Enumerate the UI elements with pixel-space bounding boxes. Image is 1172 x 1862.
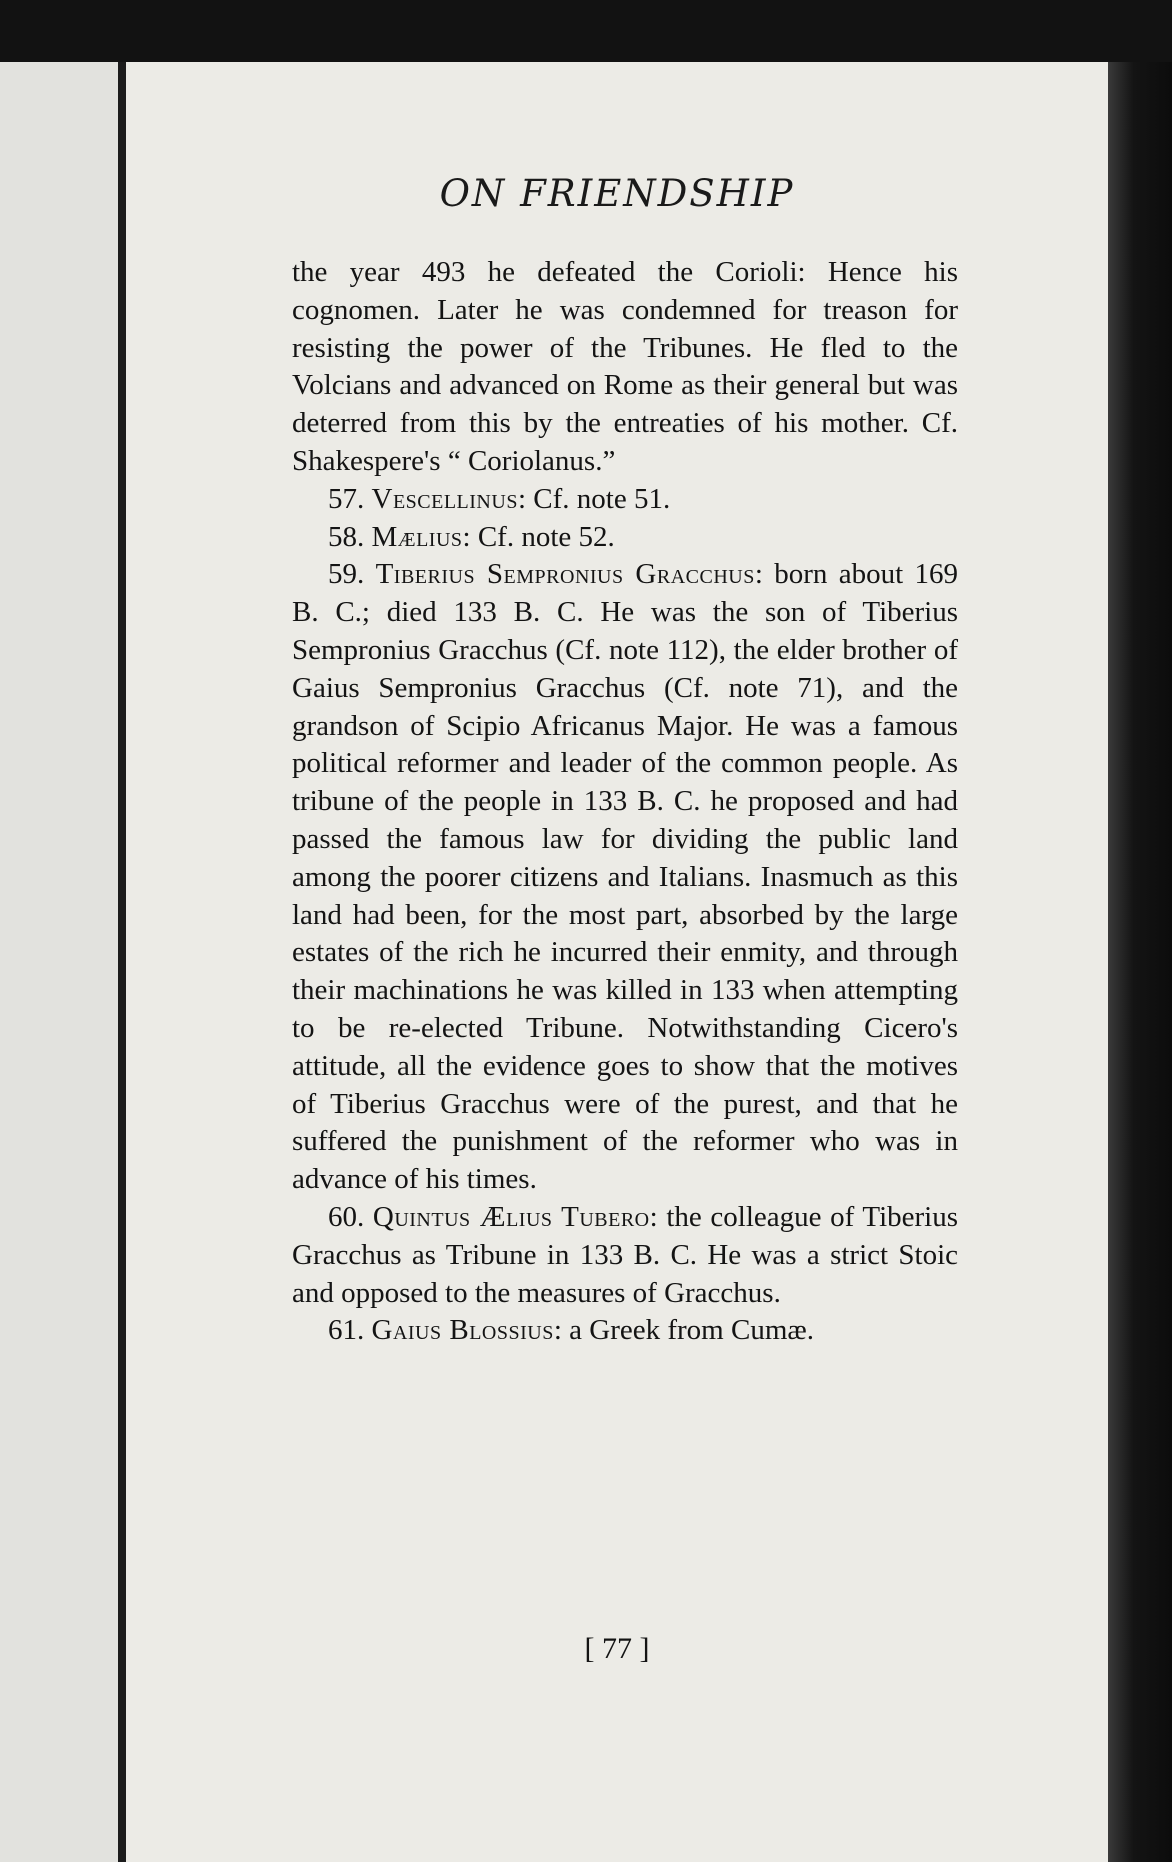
note-60 [292, 1199, 958, 1312]
running-head: ON FRIENDSHIP [439, 172, 795, 215]
note-number: 61. [328, 1314, 365, 1347]
note-body: : Cf. note 51. [517, 482, 671, 515]
note-body: : a Greek from Cumæ. [553, 1314, 814, 1347]
note-heading: Tiberius Sempronius Gracchus [375, 558, 755, 591]
notes-text-block [292, 254, 958, 1350]
book-page [126, 62, 1108, 1862]
book-spine-line [118, 62, 126, 1862]
note-heading: Mælius [371, 520, 463, 553]
page-number: [ 77 ] [584, 1632, 650, 1665]
note-58 [292, 519, 958, 557]
note-61 [292, 1312, 958, 1350]
note-57 [292, 481, 958, 519]
note-body: : the colleague of Tiberius Gracchus as Tribune in 133 B. C. He was a strict Stoic and opposed to the measures of Gracchus. [292, 1200, 959, 1309]
note-number: 58. [328, 520, 365, 553]
note-body: : born about 169 B. C.; died 133 B. C. He was the son of Tiberius Sempronius Gracchus (Cf. note 112), the elder brother of Gaius Sempronius Gracchus (Cf. note 71), and the grandson of Scipio Africanus Major. He was a famous political reformer and leader of the common people. As tribune of the people in 133 B. C. he proposed and had passed the famous law for dividing the public land among the poorer citizens and Italians. Inasmuch as this land had been, for the most part, absorbed by the large estates of the rich he incurred their enmity, and through their machinations he was killed in 133 when attempting to be re-elected Tribune. Notwithstanding Cicero's attitude, all the evidence goes to show that the motives of Tiberius Gracchus were of the purest, and that he suffered the punishment of the reformer who was in advance of his times. [292, 558, 958, 1196]
note-body: : Cf. note 52. [462, 520, 615, 553]
facing-page-edge [0, 62, 118, 1862]
note-heading: Vescellinus [371, 482, 518, 515]
scan-right-border [1108, 62, 1172, 1862]
scan-top-border [0, 0, 1172, 62]
continuation-paragraph: the year 493 he defeated the Corioli: Hence his cognomen. Later he was condemned for treason for resisting the power of the Tribunes. He fled to the Volcians and advanced on Rome as their general but was deterred from this by the entreaties of his mother. Cf. Shakespere's “ Coriolanus.” [292, 256, 958, 477]
note-heading: Gaius Blossius [371, 1314, 554, 1347]
note-number: 60. [328, 1200, 365, 1233]
note-number: 57. [328, 482, 365, 515]
note-number: 59. [328, 558, 365, 591]
note-59 [292, 556, 958, 1199]
note-heading: Quintus Ælius Tubero [372, 1200, 650, 1233]
